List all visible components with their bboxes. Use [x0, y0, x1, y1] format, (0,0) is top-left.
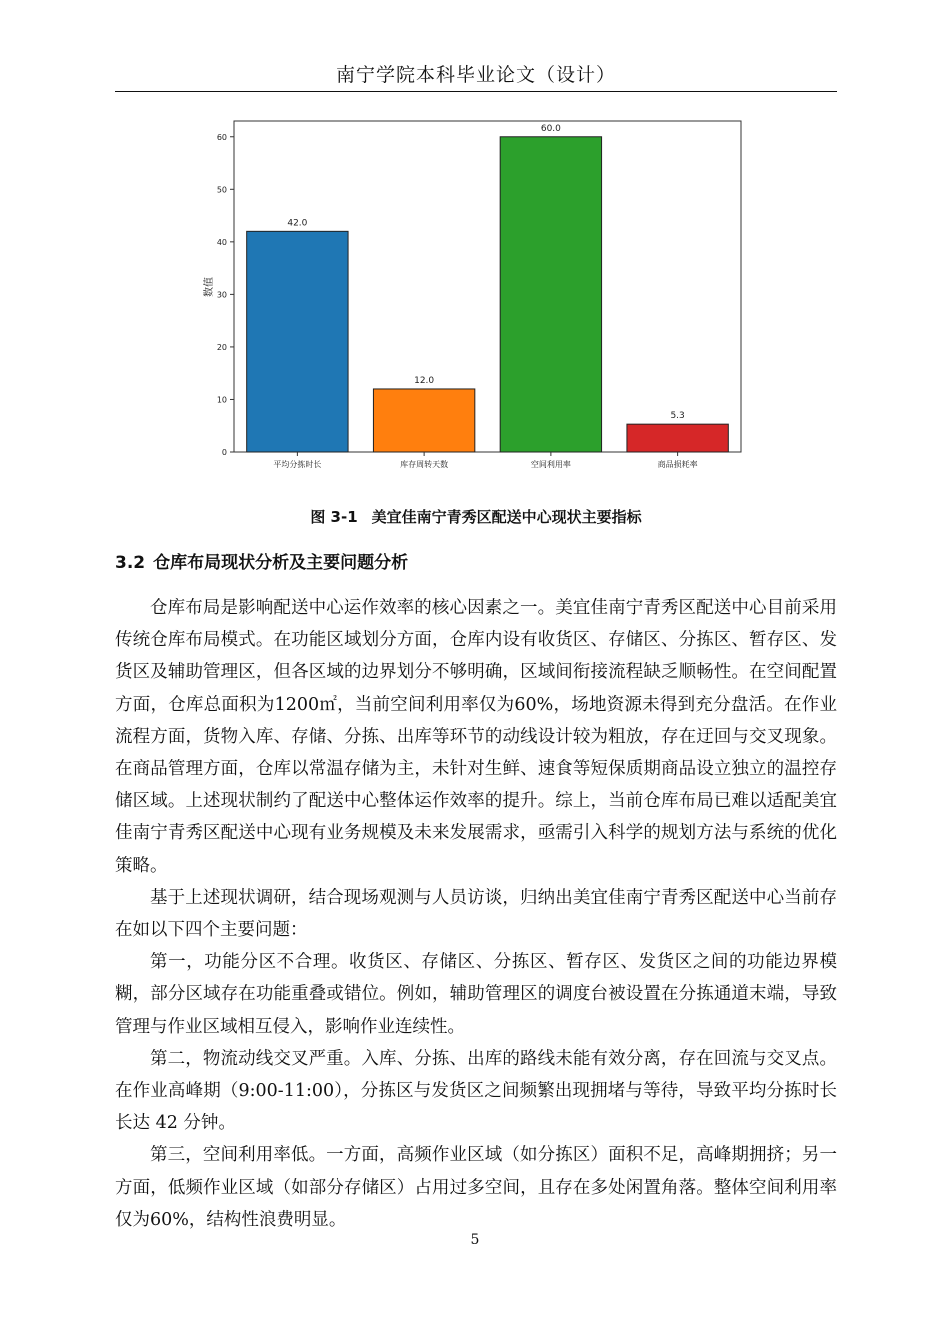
paragraph: 基于上述现状调研，结合现场观测与人员访谈，归纳出美宜佳南宁青秀区配送中心当前存在如以下四个主要问题： — [115, 887, 837, 941]
y-tick-label: 50 — [216, 185, 227, 195]
x-tick-label: 平均分拣时长 — [273, 460, 322, 469]
bar — [247, 231, 348, 452]
bar-chart — [203, 112, 748, 477]
section-number: 3.2 — [115, 553, 146, 573]
bar-value-label: 60.0 — [540, 123, 561, 134]
x-tick-label: 空间利用率 — [530, 460, 571, 469]
page-header: 南宁学院本科毕业论文（设计） — [335, 64, 616, 86]
bar — [627, 424, 728, 452]
x-axis — [273, 452, 697, 469]
x-tick-label: 商品损耗率 — [657, 460, 698, 469]
y-tick-label: 10 — [216, 395, 227, 405]
bar-value-label: 12.0 — [414, 375, 435, 386]
y-tick-label: 40 — [216, 237, 227, 247]
bar — [373, 389, 474, 452]
y-tick-label: 30 — [216, 290, 227, 300]
paragraph: 第三，空间利用率低。一方面，高频作业区域（如分拣区）面积不足，高峰期拥挤；另一方面，低频作业区域（如部分存储区）占用过多空间，且存在多处闲置角落。整体空间利用率仅为60%，结构性浪费明显。 — [115, 1145, 837, 1230]
section-title: 仓库布局现状分析及主要问题分析 — [153, 553, 409, 573]
y-tick-label: 0 — [221, 448, 227, 457]
y-axis-label: 数值 — [204, 277, 215, 297]
header-divider — [115, 91, 837, 92]
y-tick-label: 60 — [216, 132, 227, 142]
bar-value-label: 42.0 — [287, 218, 308, 229]
y-axis — [217, 133, 234, 457]
bar — [500, 137, 601, 452]
figure-caption — [115, 506, 837, 527]
paragraph: 仓库布局是影响配送中心运作效率的核心因素之一。美宜佳南宁青秀区配送中心目前采用传统仓库布局模式。在功能区域划分方面，仓库内设有收货区、存储区、分拣区、暂存区、发货区及辅助管理区，但各区域的边界划分不够明确，区域间衔接流程缺乏顺畅性。在空间配置方面，仓库总面积为1200㎡，当前空间利用率仅为60%，场地资源未得到充分盘活。在作业流程方面，货物入库、存储、分拣、出库等环节的动线设计较为粗放，存在迂回与交叉现象。在商品管理方面，仓库以常温存储为主，未针对生鲜、速食等短保质期商品设立独立的温控存储区域。上述现状制约了配送中心整体运作效率的提升。综上，当前仓库布局已难以适配美宜佳南宁青秀区配送中心现有业务规模及未来发展需求，亟需引入科学的规划方法与系统的优化策略。 — [115, 598, 837, 876]
section-heading — [115, 548, 408, 573]
page-number: 5 — [470, 1232, 480, 1248]
bar-value-label: 5.3 — [670, 411, 685, 422]
x-tick-label: 库存周转天数 — [400, 460, 449, 469]
paragraph: 第二，物流动线交叉严重。入库、分拣、出库的路线未能有效分离，存在回流与交叉点。在作业高峰期（9:00-11:00），分拣区与发货区之间频繁出现拥堵与等待，导致平均分拣时长长达 42 分钟。 — [115, 1048, 837, 1134]
figure-title: 美宜佳南宁青秀区配送中心现状主要指标 — [371, 508, 642, 526]
paragraph: 第一，功能分区不合理。收货区、存储区、分拣区、暂存区、发货区之间的功能边界模糊，部分区域存在功能重叠或错位。例如，辅助管理区的调度台被设置在分拣通道末端，导致管理与作业区域相互侵入，影响作业连续性。 — [115, 952, 837, 1037]
body-text — [115, 592, 837, 1236]
y-tick-label: 20 — [216, 342, 227, 352]
bars — [247, 124, 729, 452]
figure-number: 图 3-1 — [310, 508, 358, 526]
